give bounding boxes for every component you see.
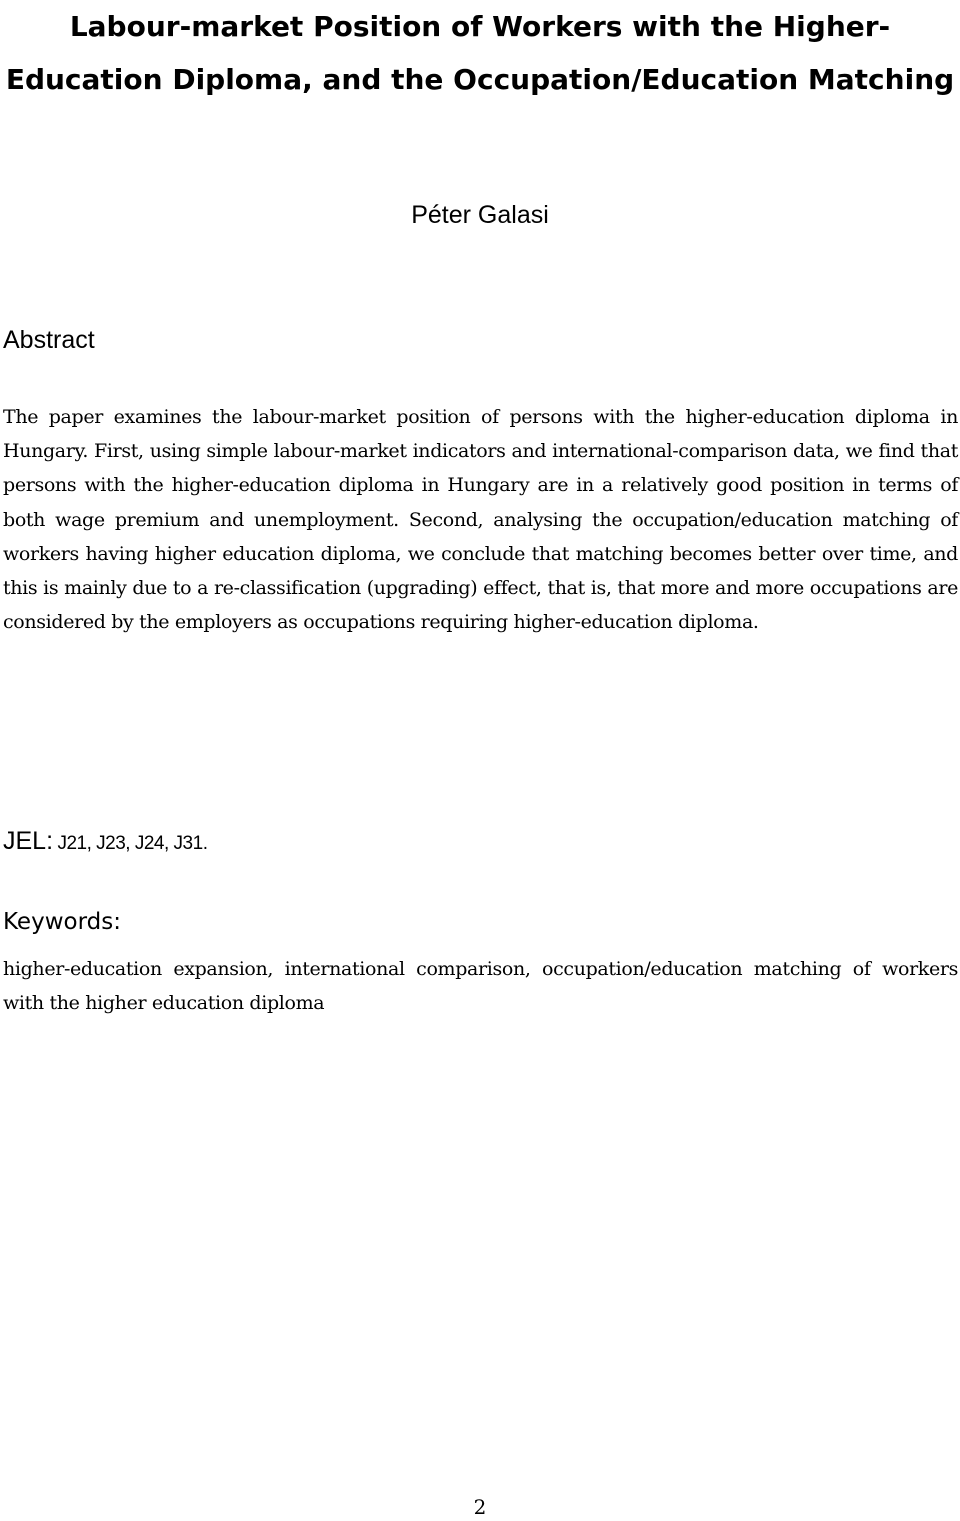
abstract-text: The paper examines the labour-market position of persons with the higher-education diploma in Hungary. First, using simple labour-market indicators and international-comparison data, we find that persons with the higher-education diploma in Hungary are in a relatively good position in terms of both wage premium and unemployment. Second, analysing the occupation/education matching of workers having higher education diploma, we conclude that matching becomes better over time, and this is mainly due to a re-classification (upgrading) effect, that is, that more and more occupations are considered by the employers as occupations requiring higher-education diploma. [3,406,958,634]
author-name: Péter Galasi [411,201,549,229]
jel-codes: J21, J23, J24, J31. [57,833,208,854]
paper-title: Labour-market Position of Workers with the Higher-Education Diploma, and the Occupation/Education Matching [5,10,955,96]
page-number: 2 [473,1495,487,1519]
keywords-heading: Keywords: [3,909,121,935]
abstract-heading: Abstract [3,326,95,354]
jel-line [3,824,207,862]
jel-label: JEL: [3,827,54,855]
keywords-text: higher-education expansion, international comparison, occupation/education matching of workers with the higher education diploma [3,958,958,1015]
